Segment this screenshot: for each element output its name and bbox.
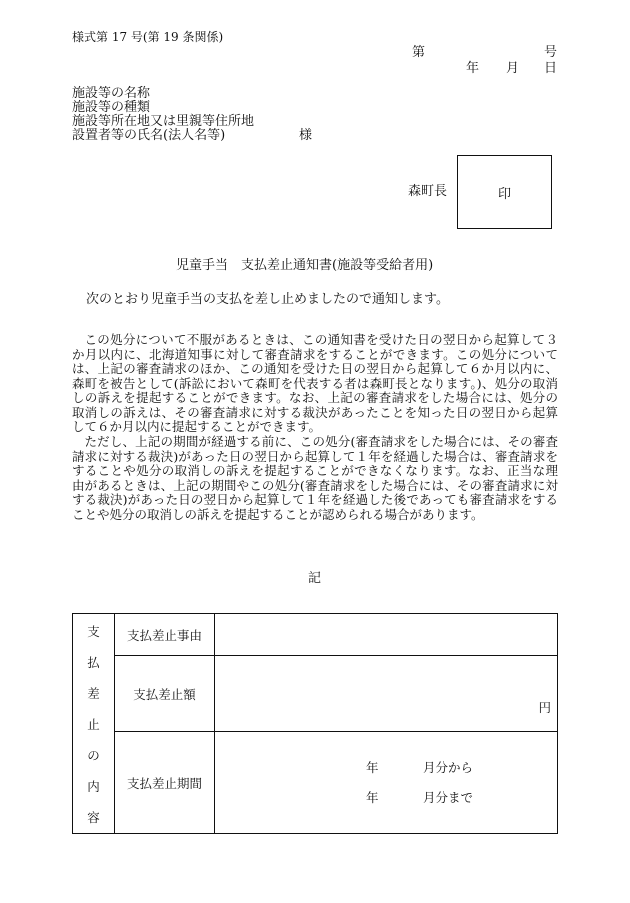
period-to-year: 年 bbox=[366, 790, 379, 805]
section-char: 差 bbox=[87, 685, 100, 701]
appeal-paragraph-1: この処分について不服があるときは、この通知書を受けた日の翌日から起算して３か月以内に、北海道知事に対して審査請求をすることができます。この処分については、上記の審査請求のほか、この通知を受けた日の翌日から起算して６か月以内に、森町を被告として(訴訟において森町を代表する者は森町長となります。)、処分の取消しの訴えを提起することができます。なお、上記の審査請求をした場合には、処分の取消しの訴えは、その審査請求に対する裁決があったことを知った日の翌日から起算して６か月以内に提起することができます。 bbox=[72, 332, 558, 434]
section-char: 内 bbox=[87, 778, 100, 794]
notice-sentence: 次のとおり児童手当の支払を差し止めましたので通知します。 bbox=[86, 292, 449, 307]
section-char: 止 bbox=[87, 716, 100, 732]
seal-box bbox=[457, 155, 552, 229]
date-month: 月 bbox=[506, 61, 520, 76]
reason-label: 支払差止事由 bbox=[115, 614, 215, 656]
form-number: 様式第 17 号(第 19 条関係) bbox=[72, 30, 224, 44]
reason-value-cell bbox=[215, 614, 558, 656]
amount-unit: 円 bbox=[538, 700, 551, 715]
period-label: 支払差止期間 bbox=[115, 732, 215, 834]
ki-heading: 記 bbox=[308, 571, 322, 586]
honorific: 様 bbox=[299, 128, 313, 143]
section-heading-vertical bbox=[73, 622, 114, 826]
facility-name-label: 施設等の名称 bbox=[72, 86, 151, 101]
section-char: 払 bbox=[87, 654, 100, 670]
document-title: 児童手当 支払差止通知書(施設等受給者用) bbox=[176, 258, 434, 273]
appeal-paragraph-2: ただし、上記の期間が経過する前に、この処分(審査請求をした場合には、その審査請求に対する裁決)があった日の翌日から起算して１年を経過した場合は、審査請求をすることや処分の取消しの訴えを提起することができなくなります。なお、正当な理由があるときは、上記の期間やこの処分(審査請求をした場合には、その審査請求に対する裁決)があった日の翌日から起算して１年を経過した後であっても審査請求をすることや処分の取消しの訴えを提起することが認められる場合があります。 bbox=[72, 434, 558, 522]
amount-value-cell bbox=[215, 656, 558, 732]
date-day: 日 bbox=[544, 61, 558, 76]
facility-address-label: 施設等所在地又は里親等住所地 bbox=[72, 114, 255, 129]
date-year: 年 bbox=[466, 61, 480, 76]
facility-type-label: 施設等の種類 bbox=[72, 100, 151, 115]
period-from-month: 月分から bbox=[423, 760, 474, 775]
section-char: 支 bbox=[87, 623, 100, 639]
period-value-cell bbox=[215, 732, 558, 834]
document-number-prefix: 第 bbox=[412, 45, 426, 60]
founder-name-label: 設置者等の氏名(法人名等) bbox=[72, 128, 226, 143]
issuer-title: 森町長 bbox=[408, 184, 448, 199]
suspension-details-table bbox=[72, 613, 558, 834]
amount-label: 支払差止額 bbox=[115, 656, 215, 732]
seal-mark: 印 bbox=[497, 186, 511, 202]
section-char: の bbox=[87, 747, 100, 763]
period-from-year: 年 bbox=[366, 760, 379, 775]
period-to-month: 月分まで bbox=[423, 790, 474, 805]
document-number-suffix: 号 bbox=[544, 45, 558, 60]
section-char: 容 bbox=[87, 809, 100, 825]
section-heading-cell bbox=[73, 614, 115, 834]
